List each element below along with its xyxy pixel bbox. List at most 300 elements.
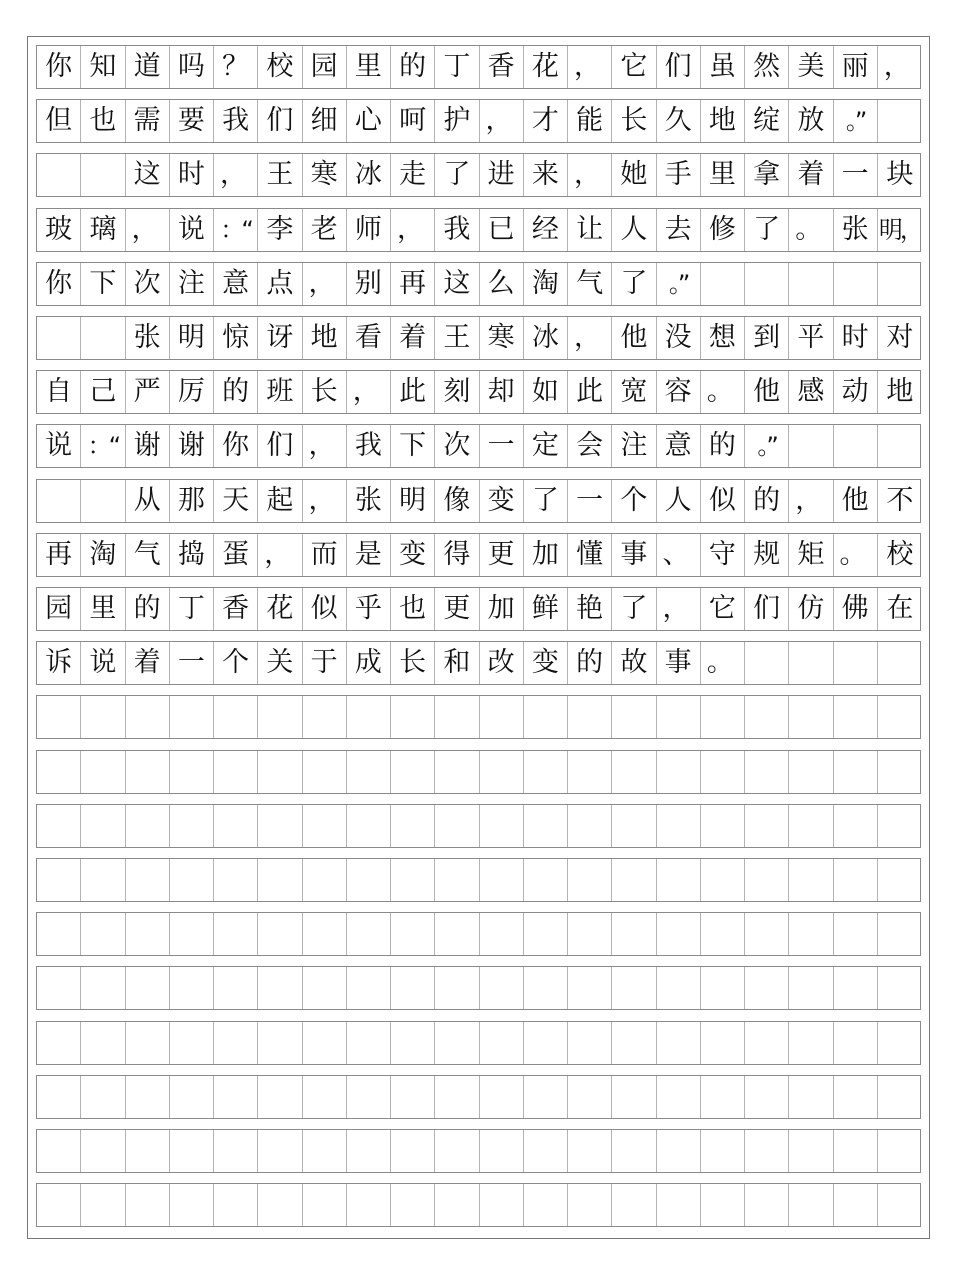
grid-cell: [37, 1076, 81, 1118]
grid-cell: 么: [480, 263, 524, 305]
grid-cell: 着: [789, 154, 833, 196]
grid-cell: 走: [391, 154, 435, 196]
grid-cell: 说: [81, 642, 125, 684]
grid-cell: 你: [214, 425, 258, 467]
grid-cell: [170, 1130, 214, 1172]
grid-cell: [81, 480, 125, 522]
grid-cell: [435, 805, 479, 847]
grid-cell: [258, 1022, 302, 1064]
grid-cell: [701, 263, 745, 305]
grid-cell: 香: [214, 588, 258, 630]
grid-cell: [612, 1130, 656, 1172]
grid-cell: 改: [480, 642, 524, 684]
grid-cell: [834, 1076, 878, 1118]
grid-cell: 花: [258, 588, 302, 630]
grid-cell: [789, 1130, 833, 1172]
grid-cell: 对: [886, 322, 914, 353]
grid-cell: [612, 1184, 656, 1226]
grid-cell: 关: [258, 642, 302, 684]
grid-cell: 变: [391, 534, 435, 576]
grid-cell: [391, 967, 435, 1009]
grid-cell: 仿: [789, 588, 833, 630]
grid-cell: 注: [170, 263, 214, 305]
grid-cell: [480, 1022, 524, 1064]
grid-cell: 了: [524, 480, 568, 522]
grid-cell: 不: [886, 484, 914, 516]
grid-cell: [878, 263, 922, 305]
grid-cell: [170, 913, 214, 955]
grid-cell: 一: [170, 642, 214, 684]
grid-cell: 王: [435, 317, 479, 359]
grid-cell: [789, 1076, 833, 1118]
grid-cell: [568, 1184, 612, 1226]
grid-cell: 。”: [834, 100, 878, 142]
grid-cell: [37, 859, 81, 901]
grid-cell: [170, 805, 214, 847]
grid-cell: [81, 1130, 125, 1172]
grid-cell: [435, 913, 479, 955]
grid-cell: [878, 859, 922, 901]
grid-cell: [37, 1130, 81, 1172]
grid-row: [36, 1021, 921, 1065]
grid-cell: [258, 696, 302, 738]
grid-cell: 看: [347, 317, 391, 359]
grid-cell: [789, 642, 833, 684]
grid-cell: ，: [347, 371, 391, 413]
grid-cell: [303, 805, 347, 847]
grid-cell: ，: [657, 588, 701, 630]
grid-row: [36, 966, 921, 1010]
grid-cell: 动: [834, 371, 878, 413]
grid-cell: 里: [701, 154, 745, 196]
grid-cell: 来: [524, 154, 568, 196]
grid-cell: [745, 751, 789, 793]
grid-cell: 他: [745, 371, 789, 413]
grid-cell: ：“: [81, 425, 125, 467]
grid-cell: [834, 913, 878, 955]
grid-cell: 你: [37, 263, 81, 305]
grid-cell: [612, 967, 656, 1009]
grid-cell: [81, 154, 125, 196]
grid-cell: [214, 1022, 258, 1064]
grid-cell: [347, 805, 391, 847]
grid-cell: ，: [303, 425, 347, 467]
grid-cell: [568, 967, 612, 1009]
grid-cell: 进: [480, 154, 524, 196]
grid-cell: [435, 696, 479, 738]
grid-cell: [834, 1022, 878, 1064]
grid-cell: ，: [568, 317, 612, 359]
grid-cell: [81, 859, 125, 901]
grid-cell: 明，: [878, 215, 921, 244]
grid-cell: ，: [789, 480, 833, 522]
grid-cell: [657, 1184, 701, 1226]
grid-cell: [126, 696, 170, 738]
grid-cell: [524, 805, 568, 847]
grid-cell: [480, 1130, 524, 1172]
grid-cell: 此: [568, 371, 612, 413]
grid-cell: [524, 1184, 568, 1226]
grid-cell: 一: [568, 480, 612, 522]
grid-cell: 长: [303, 371, 347, 413]
grid-cell: 去: [657, 209, 701, 251]
grid-cell: 寒: [480, 317, 524, 359]
grid-cell: [37, 317, 81, 359]
grid-cell: [170, 1022, 214, 1064]
grid-cell: 蛋: [214, 534, 258, 576]
grid-cell: [258, 1184, 302, 1226]
grid-cell: 矩: [789, 534, 833, 576]
grid-cell: 你: [37, 46, 81, 88]
grid-cell: [701, 805, 745, 847]
grid-cell: 佛: [834, 588, 878, 630]
grid-cell: [612, 751, 656, 793]
grid-row: [36, 533, 921, 577]
grid-cell: [391, 1076, 435, 1118]
grid-cell: 个: [612, 480, 656, 522]
grid-cell: [170, 967, 214, 1009]
grid-cell: 吗: [170, 46, 214, 88]
grid-cell: 手: [657, 154, 701, 196]
grid-cell: 厉: [170, 371, 214, 413]
grid-cell: 然: [745, 46, 789, 88]
grid-cell: [170, 751, 214, 793]
grid-cell: 的: [568, 642, 612, 684]
grid-cell: [214, 696, 258, 738]
grid-cell: 这: [126, 154, 170, 196]
grid-cell: [789, 751, 833, 793]
grid-cell: [789, 913, 833, 955]
grid-cell: [878, 1076, 922, 1118]
grid-cell: [745, 1130, 789, 1172]
grid-cell: 冰: [524, 317, 568, 359]
grid-row: [36, 316, 921, 360]
grid-cell: 花: [524, 46, 568, 88]
grid-cell: [612, 859, 656, 901]
grid-cell: [303, 1022, 347, 1064]
grid-cell: 下: [391, 425, 435, 467]
grid-cell: 长: [612, 100, 656, 142]
grid-cell: 王: [258, 154, 302, 196]
grid-row: [36, 479, 921, 523]
grid-cell: [37, 1022, 81, 1064]
grid-cell: ，: [126, 209, 170, 251]
grid-cell: [347, 696, 391, 738]
grid-cell: ，: [391, 209, 435, 251]
grid-cell: [612, 913, 656, 955]
grid-cell: [126, 751, 170, 793]
grid-cell: 次: [435, 425, 479, 467]
grid-row: [36, 99, 921, 143]
grid-cell: [126, 1076, 170, 1118]
grid-cell: 似: [701, 480, 745, 522]
grid-row: [36, 1183, 921, 1227]
grid-cell: 在: [886, 593, 914, 624]
grid-cell: 刻: [435, 371, 479, 413]
grid-cell: [391, 1022, 435, 1064]
grid-cell: [878, 425, 922, 467]
grid-cell: [126, 967, 170, 1009]
grid-cell: 我: [347, 425, 391, 467]
grid-cell: 他: [612, 317, 656, 359]
grid-cell: [878, 642, 922, 684]
grid-cell: 淘: [81, 534, 125, 576]
grid-cell: 了: [745, 209, 789, 251]
grid-cell: 长: [391, 642, 435, 684]
grid-cell: [81, 967, 125, 1009]
grid-cell: [701, 751, 745, 793]
grid-cell: 已: [480, 209, 524, 251]
grid-row: [36, 262, 921, 306]
grid-row: [36, 912, 921, 956]
grid-cell: 会: [568, 425, 612, 467]
grid-cell: [568, 859, 612, 901]
grid-cell: 一: [480, 425, 524, 467]
grid-cell: 放: [789, 100, 833, 142]
grid-cell: 说: [37, 425, 81, 467]
grid-cell: 点: [258, 263, 302, 305]
grid-cell: 修: [701, 209, 745, 251]
grid-cell: [214, 1130, 258, 1172]
grid-cell: [81, 317, 125, 359]
grid-cell: 起: [258, 480, 302, 522]
grid-cell: 师: [347, 209, 391, 251]
grid-cell: 是: [347, 534, 391, 576]
grid-cell: 园: [37, 588, 81, 630]
grid-cell: 。: [834, 534, 878, 576]
grid-cell: [524, 1130, 568, 1172]
grid-cell: 校: [886, 538, 914, 570]
grid-cell: ：“: [214, 209, 258, 251]
grid-cell: 加: [524, 534, 568, 576]
grid-cell: [126, 805, 170, 847]
grid-cell: [435, 967, 479, 1009]
grid-cell: [834, 859, 878, 901]
grid-cell: [834, 1184, 878, 1226]
grid-cell: [878, 913, 922, 955]
grid-cell: 此: [391, 371, 435, 413]
grid-cell: 的: [391, 46, 435, 88]
grid-cell: [303, 859, 347, 901]
grid-cell: ，: [568, 154, 612, 196]
grid-cell: 己: [81, 371, 125, 413]
grid-cell: [391, 696, 435, 738]
grid-row: [36, 587, 921, 631]
grid-row: [36, 45, 921, 89]
grid-cell: 璃: [81, 209, 125, 251]
grid-cell: [612, 1022, 656, 1064]
grid-cell: [568, 751, 612, 793]
grid-cell: 地: [886, 376, 914, 408]
grid-cell: 它: [612, 46, 656, 88]
grid-cell: 从: [126, 480, 170, 522]
grid-cell: [789, 1184, 833, 1226]
grid-cell: 捣: [170, 534, 214, 576]
grid-cell: [878, 696, 922, 738]
grid-cell: [126, 1184, 170, 1226]
grid-row: [36, 1075, 921, 1119]
grid-cell: 变: [524, 642, 568, 684]
grid-cell: [701, 967, 745, 1009]
grid-cell: [834, 642, 878, 684]
grid-cell: [81, 751, 125, 793]
grid-cell: 那: [170, 480, 214, 522]
grid-row: [36, 804, 921, 848]
grid-cell: 知: [81, 46, 125, 88]
grid-cell: [657, 805, 701, 847]
grid-cell: 地: [701, 100, 745, 142]
grid-cell: 艳: [568, 588, 612, 630]
grid-cell: ，: [303, 263, 347, 305]
grid-cell: [745, 1022, 789, 1064]
grid-cell: 经: [524, 209, 568, 251]
grid-cell: 加: [480, 588, 524, 630]
grid-cell: 到: [745, 317, 789, 359]
grid-cell: [480, 967, 524, 1009]
grid-cell: 里: [81, 588, 125, 630]
grid-cell: 张: [126, 317, 170, 359]
grid-cell: 别: [347, 263, 391, 305]
grid-cell: [435, 751, 479, 793]
grid-cell: [347, 967, 391, 1009]
grid-cell: [170, 859, 214, 901]
grid-cell: 玻: [37, 209, 81, 251]
grid-cell: [745, 967, 789, 1009]
grid-cell: 拿: [745, 154, 789, 196]
grid-cell: 天: [214, 480, 258, 522]
grid-cell: [568, 1022, 612, 1064]
grid-cell: [214, 913, 258, 955]
grid-cell: [568, 913, 612, 955]
grid-cell: [480, 1076, 524, 1118]
grid-cell: [745, 263, 789, 305]
grid-cell: 更: [480, 534, 524, 576]
grid-cell: 着: [126, 642, 170, 684]
grid-cell: ，: [883, 51, 911, 82]
grid-cell: [878, 100, 922, 142]
grid-cell: [789, 805, 833, 847]
grid-cell: [81, 696, 125, 738]
grid-cell: 道: [126, 46, 170, 88]
grid-cell: [701, 1022, 745, 1064]
grid-cell: [303, 1130, 347, 1172]
grid-cell: 虽: [701, 46, 745, 88]
grid-cell: 。: [701, 371, 745, 413]
grid-cell: ，: [214, 154, 258, 196]
grid-cell: 诉: [37, 642, 81, 684]
grid-cell: 。: [789, 209, 833, 251]
grid-cell: [258, 967, 302, 1009]
grid-cell: [347, 859, 391, 901]
grid-cell: [834, 425, 878, 467]
grid-cell: 的: [126, 588, 170, 630]
grid-cell: 也: [81, 100, 125, 142]
grid-cell: 淘: [524, 263, 568, 305]
grid-cell: [524, 751, 568, 793]
grid-cell: 事: [657, 642, 701, 684]
grid-cell: [657, 751, 701, 793]
grid-cell: 乎: [347, 588, 391, 630]
grid-row: [36, 153, 921, 197]
grid-cell: [391, 1130, 435, 1172]
grid-cell: 再: [37, 534, 81, 576]
grid-cell: [834, 751, 878, 793]
grid-cell: 绽: [745, 100, 789, 142]
grid-cell: [657, 696, 701, 738]
grid-cell: ，: [480, 100, 524, 142]
grid-cell: [524, 1076, 568, 1118]
grid-cell: [81, 805, 125, 847]
grid-cell: 张: [834, 209, 878, 251]
grid-cell: [480, 696, 524, 738]
grid-cell: 了: [435, 154, 479, 196]
grid-cell: [745, 1184, 789, 1226]
grid-cell: 了: [612, 263, 656, 305]
grid-cell: [878, 751, 922, 793]
grid-cell: 们: [258, 100, 302, 142]
grid-cell: 自: [37, 371, 81, 413]
grid-cell: 惊: [214, 317, 258, 359]
grid-cell: [81, 1184, 125, 1226]
grid-cell: 像: [435, 480, 479, 522]
grid-cell: [701, 1184, 745, 1226]
grid-cell: [745, 1076, 789, 1118]
grid-cell: 需: [126, 100, 170, 142]
grid-cell: [391, 805, 435, 847]
grid-row: [36, 1129, 921, 1173]
grid-cell: 故: [612, 642, 656, 684]
grid-cell: 们: [258, 425, 302, 467]
grid-cell: [81, 1022, 125, 1064]
grid-cell: [701, 1130, 745, 1172]
grid-cell: 呵: [391, 100, 435, 142]
grid-cell: 。: [701, 642, 745, 684]
grid-cell: [745, 913, 789, 955]
grid-cell: 而: [303, 534, 347, 576]
grid-cell: [657, 859, 701, 901]
grid-cell: 严: [126, 371, 170, 413]
grid-cell: [258, 1130, 302, 1172]
grid-cell: 没: [657, 317, 701, 359]
grid-cell: 她: [612, 154, 656, 196]
grid-cell: [878, 805, 922, 847]
grid-cell: [568, 1130, 612, 1172]
grid-cell: [347, 1076, 391, 1118]
grid-cell: [524, 859, 568, 901]
grid-cell: 变: [480, 480, 524, 522]
grid-row: [36, 208, 921, 252]
grid-cell: [37, 480, 81, 522]
grid-cell: [789, 967, 833, 1009]
grid-cell: 的: [701, 425, 745, 467]
grid-cell: [834, 1130, 878, 1172]
grid-cell: [834, 696, 878, 738]
grid-cell: 细: [303, 100, 347, 142]
grid-cell: 才: [524, 100, 568, 142]
grid-cell: 明: [391, 480, 435, 522]
grid-cell: [480, 1184, 524, 1226]
grid-cell: 了: [612, 588, 656, 630]
grid-cell: [170, 696, 214, 738]
grid-cell: [524, 696, 568, 738]
grid-cell: [391, 1184, 435, 1226]
grid-cell: [745, 696, 789, 738]
grid-cell: 张: [347, 480, 391, 522]
grid-cell: [391, 751, 435, 793]
grid-cell: [81, 1076, 125, 1118]
grid-cell: 丁: [435, 46, 479, 88]
grid-cell: [81, 913, 125, 955]
